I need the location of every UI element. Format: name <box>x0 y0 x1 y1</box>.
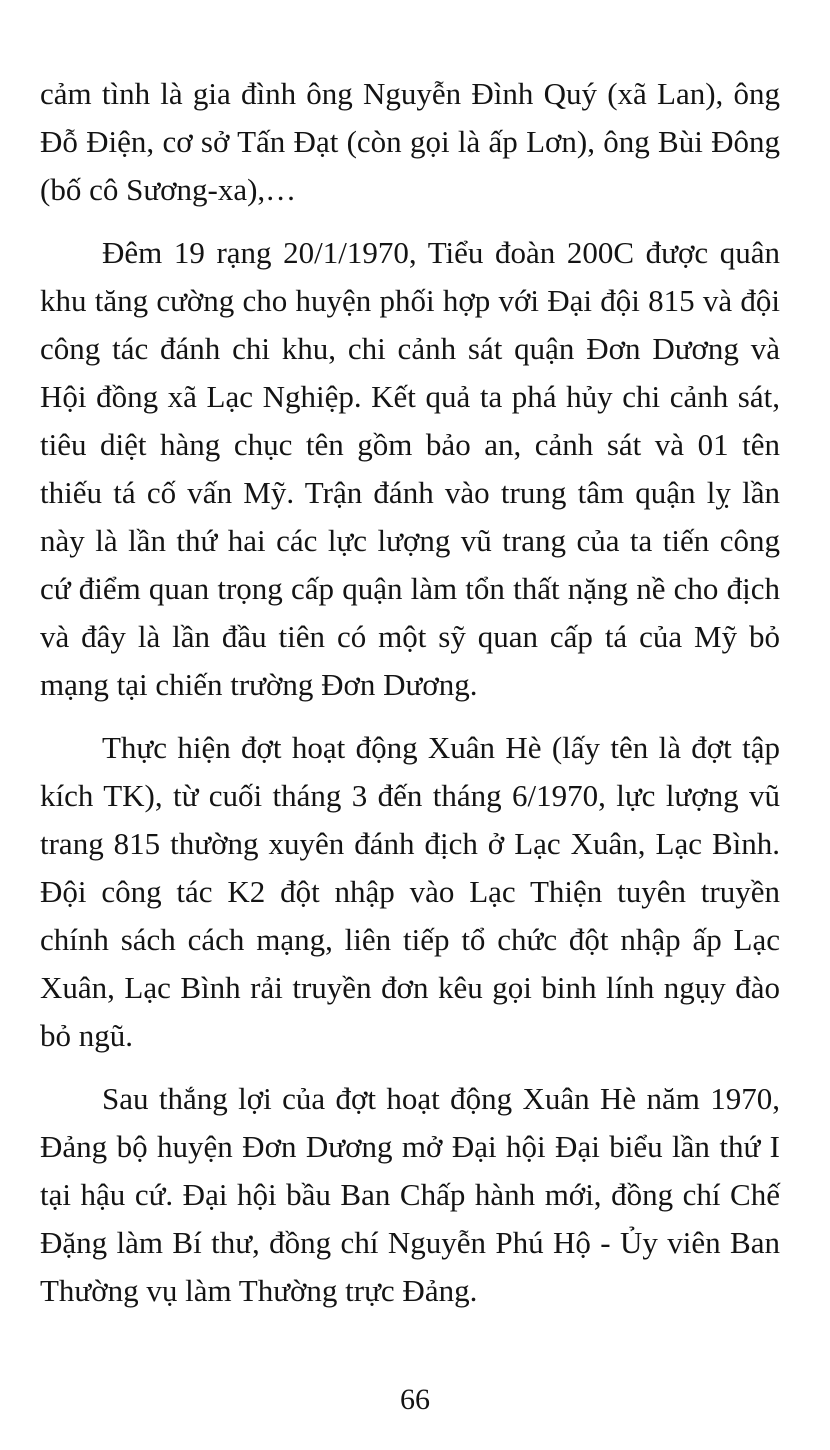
paragraph-4: Sau thắng lợi của đợt hoạt động Xuân Hè năm 1970, Đảng bộ huyện Đơn Dương mở Đại hội Đại biểu lần thứ I tại hậu cứ. Đại hội bầu Ban Chấp hành mới, đồng chí Chế Đặng làm Bí thư, đồng chí Nguyễn Phú Hộ - Ủy viên Ban Thường vụ làm Thường trực Đảng. <box>40 1081 780 1308</box>
page-body <box>40 70 780 1330</box>
paragraph-2: Đêm 19 rạng 20/1/1970, Tiểu đoàn 200C được quân khu tăng cường cho huyện phối hợp với Đại đội 815 và đội công tác đánh chi khu, chi cảnh sát quận Đơn Dương và Hội đồng xã Lạc Nghiệp. Kết quả ta phá hủy chi cảnh sát, tiêu diệt hàng chục tên gồm bảo an, cảnh sát và 01 tên thiếu tá cố vấn Mỹ. Trận đánh vào trung tâm quận lỵ lần này là lần thứ hai các lực lượng vũ trang của ta tiến công cứ điểm quan trọng cấp quận làm tổn thất nặng nề cho địch và đây là lần đầu tiên có một sỹ quan cấp tá của Mỹ bỏ mạng tại chiến trường Đơn Dương. <box>40 235 780 702</box>
page-number: 66 <box>400 1383 430 1416</box>
paragraph-3: Thực hiện đợt hoạt động Xuân Hè (lấy tên là đợt tập kích TK), từ cuối tháng 3 đến tháng 6/1970, lực lượng vũ trang 815 thường xuyên đánh địch ở Lạc Xuân, Lạc Bình. Đội công tác K2 đột nhập vào Lạc Thiện tuyên truyền chính sách cách mạng, liên tiếp tổ chức đột nhập ấp Lạc Xuân, Lạc Bình rải truyền đơn kêu gọi binh lính ngụy đào bỏ ngũ. <box>40 730 780 1053</box>
paragraph-1: cảm tình là gia đình ông Nguyễn Đình Quý (xã Lan), ông Đỗ Điện, cơ sở Tấn Đạt (còn gọi là ấp Lơn), ông Bùi Đông (bố cô Sương-xa),… <box>40 76 780 207</box>
